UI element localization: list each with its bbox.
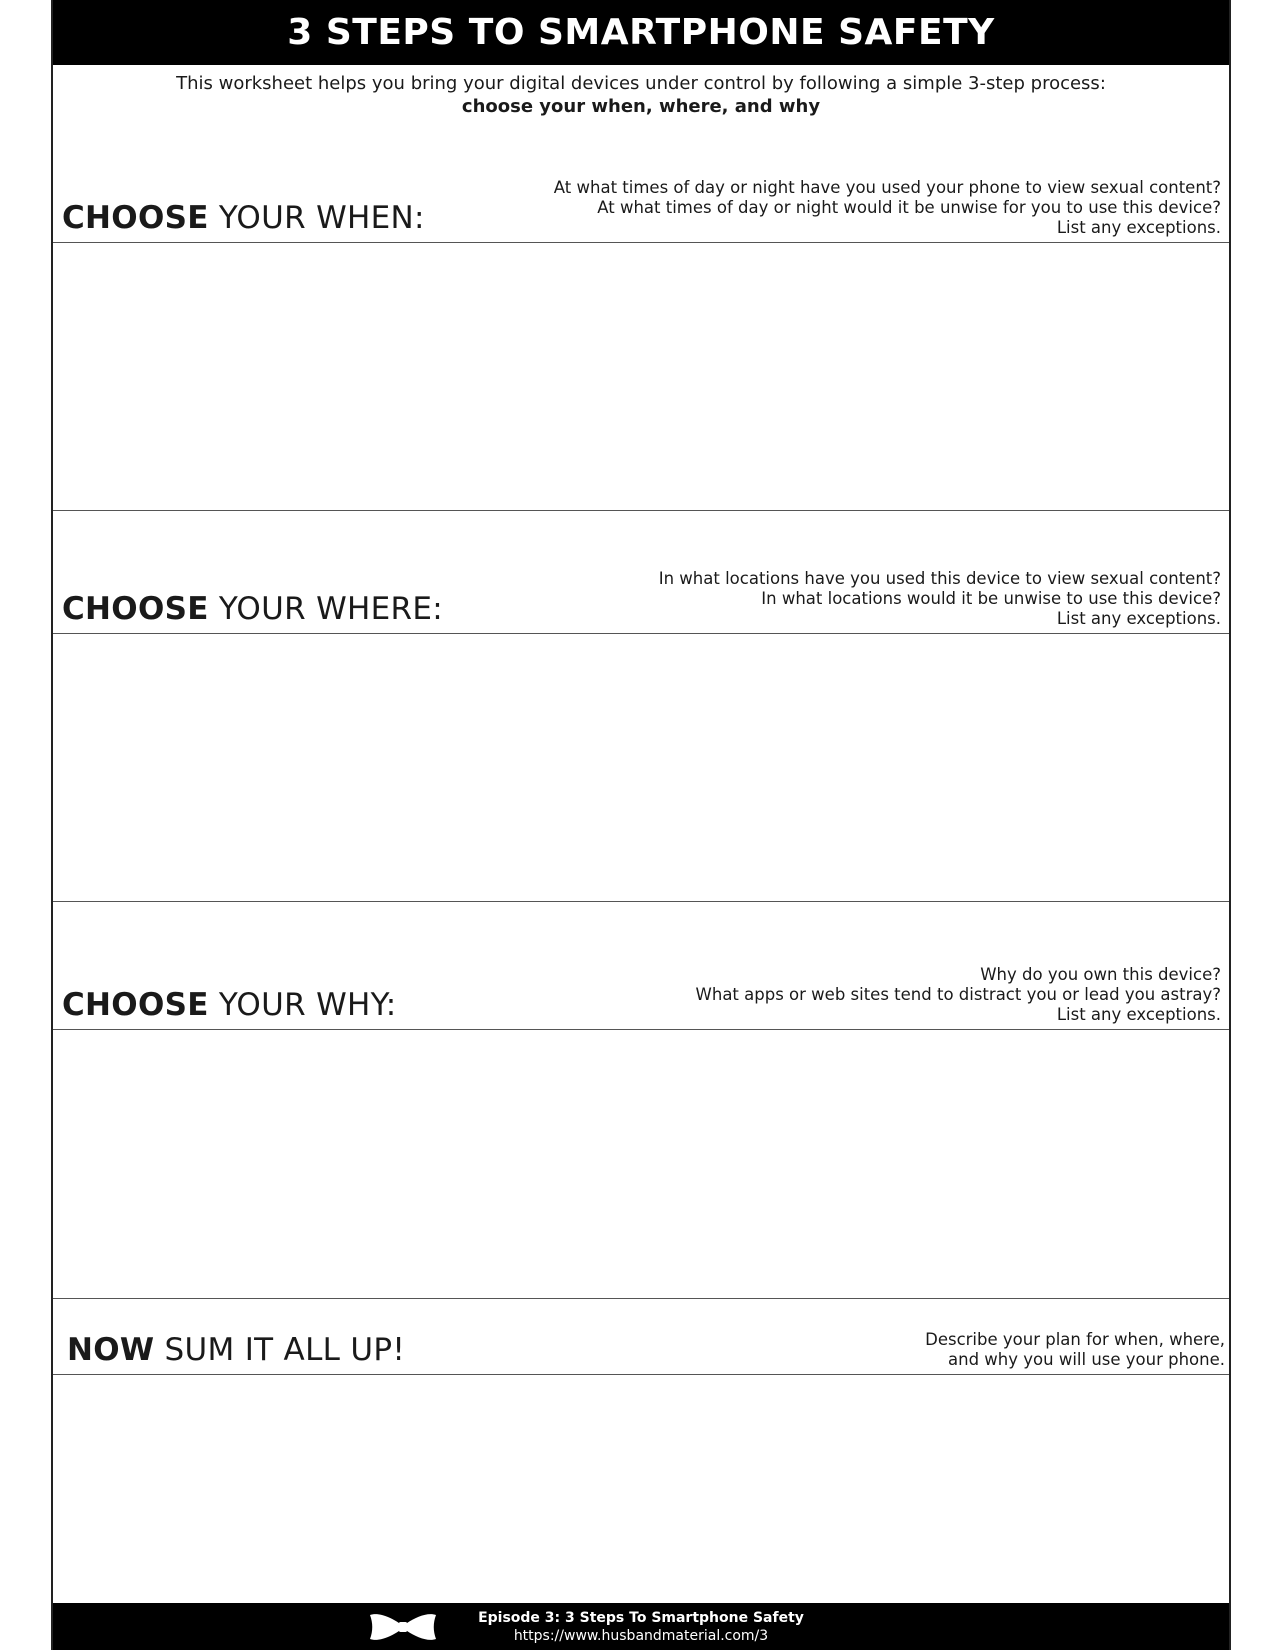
question-line: In what locations would it be unwise to use this device? (761, 589, 1221, 608)
section-summary-answer-area[interactable] (53, 1375, 1229, 1603)
section-where-header (53, 512, 1229, 634)
section-where-title: CHOOSE YOUR WHERE: (62, 591, 444, 627)
question-line: At what times of day or night would it be unwise for you to use this device? (597, 198, 1221, 217)
section-summary-header (53, 1300, 1229, 1375)
footer-url[interactable]: https://www.husbandmaterial.com/3 (513, 1628, 769, 1644)
footer-text (53, 1609, 1229, 1645)
section-where-answer-area[interactable] (53, 634, 1229, 902)
question-line: At what times of day or night have you used your phone to view sexual content? (553, 178, 1221, 197)
section-summary-questions (925, 1330, 1225, 1370)
intro-emphasis: choose your when, where, and why (461, 96, 821, 117)
question-line: In what locations have you used this device to view sexual content? (658, 569, 1221, 588)
section-when-header (53, 160, 1229, 243)
section-where-questions (659, 569, 1221, 629)
question-line: List any exceptions. (1056, 1005, 1221, 1024)
question-line: List any exceptions. (1056, 218, 1221, 237)
section-why-answer-area[interactable] (53, 1030, 1229, 1299)
question-line: Why do you own this device? (980, 965, 1221, 984)
page-footer (53, 1603, 1229, 1650)
section-why-title: CHOOSE YOUR WHY: (62, 987, 397, 1023)
section-when-answer-area[interactable] (53, 243, 1229, 511)
question-line: What apps or web sites tend to distract you or lead you astray? (695, 985, 1221, 1004)
section-when-title: CHOOSE YOUR WHEN: (62, 200, 425, 236)
question-line: List any exceptions. (1056, 609, 1221, 628)
footer-episode-title: Episode 3: 3 Steps To Smartphone Safety (478, 1610, 804, 1626)
intro-text (53, 72, 1229, 118)
worksheet-page (51, 0, 1231, 1650)
question-line: and why you will use your phone. (948, 1350, 1225, 1369)
section-when-questions (554, 178, 1221, 238)
section-why-questions (696, 965, 1221, 1025)
page-title: 3 STEPS TO SMARTPHONE SAFETY (53, 0, 1229, 65)
section-why-header (53, 903, 1229, 1030)
section-summary-title: NOW SUM IT ALL UP! (67, 1332, 406, 1368)
intro-line: This worksheet helps you bring your digital devices under control by following a simple 3-step process: (176, 73, 1106, 94)
question-line: Describe your plan for when, where, (925, 1330, 1225, 1349)
